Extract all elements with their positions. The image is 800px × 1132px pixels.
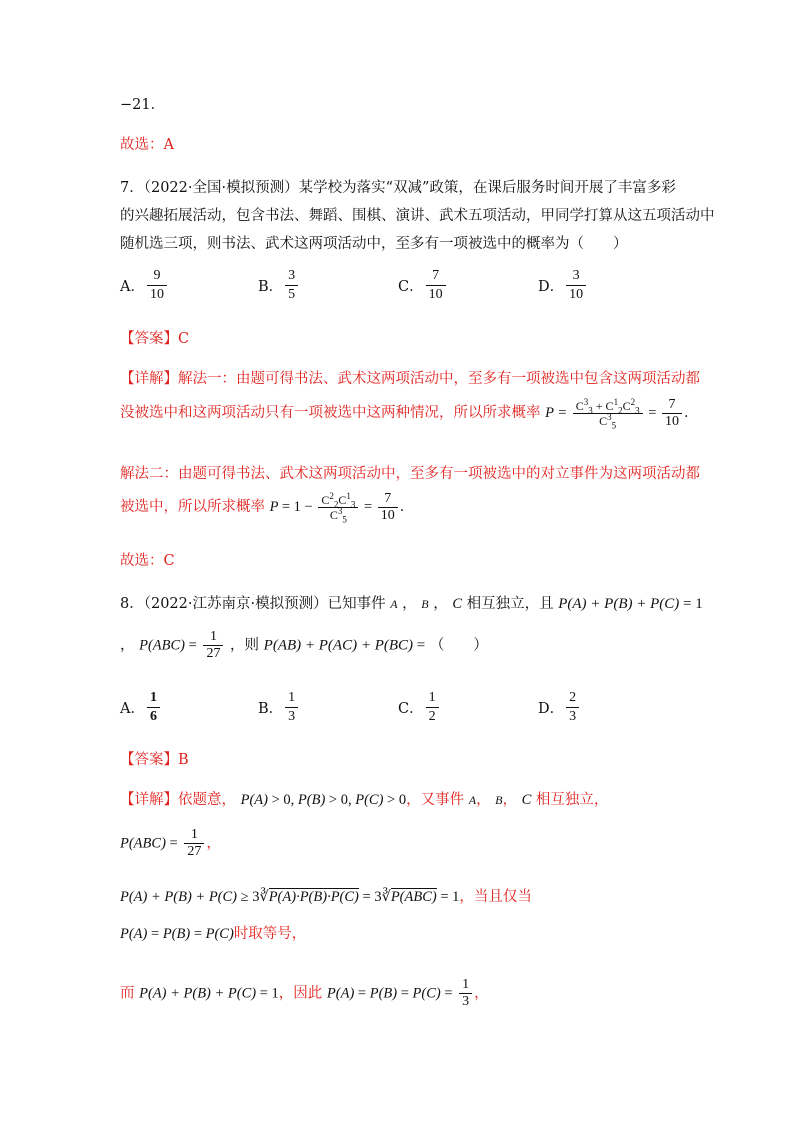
q8-stem-line-2: ， P(ABC) = $\frac{1}{27}$ ，则 P(AB) + P(AC) + P(BC) = （ ） bbox=[120, 629, 488, 661]
q7-stem-line-2: 的兴趣拓展活动，包含书法、舞蹈、围棋、演讲、武术五项活动，甲同学打算从这五项活动中 bbox=[120, 208, 715, 224]
q8-option-d: D． $\frac{2}{3}$ bbox=[538, 690, 581, 725]
q7-detail-line-2: 没被选中和这两项活动只有一项被选中这两种情况，所以所求概率 P = $\frac{C^3_3 + C^1_2C^2_3}{C^3_5}$ = $\frac{7}{10}$ ． bbox=[120, 397, 699, 431]
q7-method2-line-2: 被选中，所以所求概率 P = 1 − $\frac{C^2_2C^1_3}{C^3_5}$ = $\frac{7}{10}$ ． bbox=[120, 491, 415, 525]
q7-option-a: A． $\frac{9}{10}$ bbox=[120, 268, 169, 303]
formula-method1: P = $\frac{C^3_3 + C^1_2C^2_3}{C^3_5}$ = $\frac{7}{10}$ ． bbox=[545, 397, 699, 431]
fraction: $\frac{1}{2}$ bbox=[426, 690, 439, 725]
q8-detail-line-3: P(A) + P(B) + P(C) ≥ 3∛P(A)·P(B)·P(C) = 3∛P(ABC) = 1，当且仅当 bbox=[120, 889, 532, 905]
q7-stem-line-3: 随机选三项，则书法、武术这两项活动中，至多有一项被选中的概率为（ ） bbox=[120, 236, 628, 252]
formula-method2: P = 1 − $\frac{C^2_2C^1_3}{C^3_5}$ = $\frac{7}{10}$ ． bbox=[269, 491, 415, 525]
fraction: $\frac{1}{6}$ bbox=[147, 690, 160, 725]
q7-method2-line-1: 解法二：由题可得书法、武术这两项活动中，至多有一项被选中的对立事件为这两项活动都 bbox=[120, 466, 700, 482]
fraction: $\frac{3}{10}$ bbox=[566, 268, 586, 303]
q8-detail-line-5: 而 P(A) + P(B) + P(C) = 1，因此 P(A) = P(B) = P(C) = $\frac{1}{3}$ ， bbox=[120, 977, 489, 1009]
prev-result-line: −21． bbox=[120, 97, 166, 113]
fraction: $\frac{1}{3}$ bbox=[285, 690, 298, 725]
fraction: $\frac{2}{3}$ bbox=[566, 690, 579, 725]
q8-detail-line-4: P(A) = P(B) = P(C)时取等号， bbox=[120, 926, 307, 942]
q8-option-b: B． $\frac{1}{3}$ bbox=[258, 690, 300, 725]
q8-stem-line-1: 8．（2022·江苏南京·模拟预测）已知事件 A ， B ， C 相互独立，且 P(A) + P(B) + P(C) = 1 bbox=[120, 596, 703, 612]
q8-option-a: A． $\frac{1}{6}$ bbox=[120, 690, 162, 725]
fraction: $\frac{3}{5}$ bbox=[285, 268, 298, 303]
q7-option-c: C． $\frac{7}{10}$ bbox=[398, 268, 448, 303]
q8-detail-line-2: P(ABC) = $\frac{1}{27}$ ， bbox=[120, 827, 221, 859]
q7-choice: 故选：C bbox=[120, 553, 175, 569]
q7-answer: 【答案】C bbox=[120, 331, 190, 347]
prev-choice: 故选：A bbox=[120, 137, 174, 153]
q7-stem-line-1: 7．（2022·全国·模拟预测）某学校为落实“双减”政策，在课后服务时间开展了丰富多彩 bbox=[120, 180, 676, 196]
q7-option-d: D． $\frac{3}{10}$ bbox=[538, 268, 588, 303]
q8-detail-line-1: 【详解】依题意， P(A) > 0, P(B) > 0, P(C) > 0，又事件 A， B， C 相互独立， bbox=[120, 792, 609, 808]
q7-detail-line-1: 【详解】解法一：由题可得书法、武术这两项活动中，至多有一项被选中包含这两项活动都 bbox=[120, 371, 700, 387]
prev-result-value: −21 bbox=[120, 97, 151, 113]
q8-answer: 【答案】B bbox=[120, 752, 189, 768]
q7-option-b: B． $\frac{3}{5}$ bbox=[258, 268, 300, 303]
fraction: $\frac{7}{10}$ bbox=[426, 268, 446, 303]
q8-option-c: C． $\frac{1}{2}$ bbox=[398, 690, 441, 725]
fraction: $\frac{9}{10}$ bbox=[147, 268, 167, 303]
